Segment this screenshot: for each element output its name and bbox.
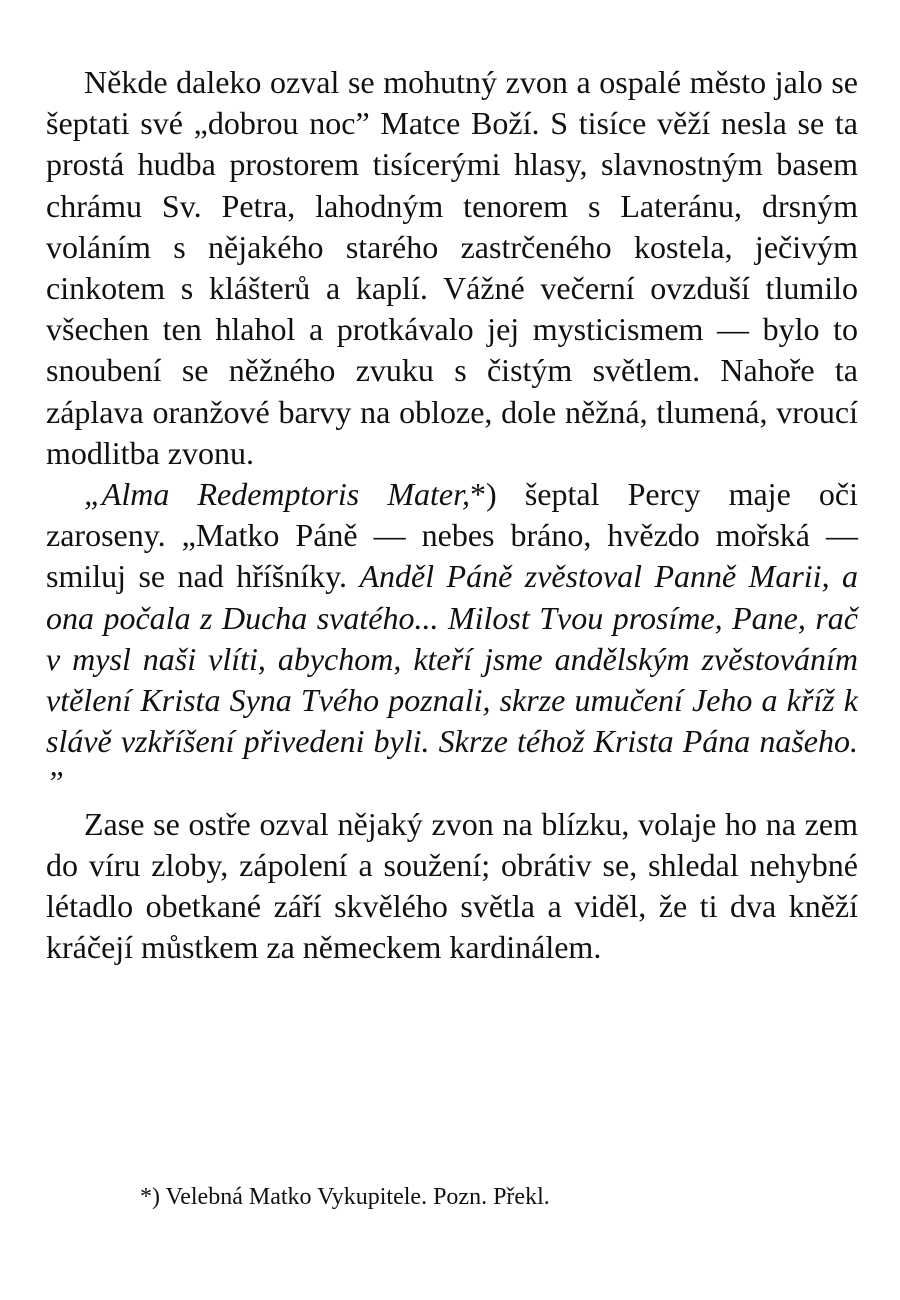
footnote-marker: *) <box>470 476 497 513</box>
footnote <box>140 1182 860 1212</box>
paragraph-1: Někde daleko ozval se mohutný zvon a ospalé město jalo se šeptati své „dobrou noc” Matce Boží. S tisíce věží nesla se ta prostá hudba prostorem tisícerými hlasy, slavnostným basem chrámu Sv. Petra, lahodným tenorem s Lateránu, drsným voláním s nějakého starého zastrčeného kostela, ječivým cinkotem s klášterů a kaplí. Vážné večerní ovzduší tlumilo všechen ten hlahol a protkávalo jej mysticismem — bylo to snoubení se něžného zvuku s čistým světlem. Nahoře ta záplava oranžové barvy na obloze, dole něžná, tlumená, vroucí modlitba zvonu. <box>46 64 858 471</box>
latin-quote: „Alma Redemptoris Mater, <box>84 476 471 513</box>
footnote-marker: *) <box>140 1184 160 1210</box>
paragraph-3: Zase se ostře ozval nějaký zvon na blízku, volaje ho na zem do víru zloby, zápolení a soužení; obrátiv se, shledal nehybné létadlo obetkané září skvělého světla a viděl, že ti dva kněží kráčejí můstkem za německem kardinálem. <box>46 805 858 966</box>
prayer-text: Anděl Páně zvěstoval Panně Marii, a ona počala z Ducha svatého... Milost Tvou prosíme, Pane, rač v mysl naši vlíti, abychom, kteří jsme andělským zvěstováním vtělení Krista Syna Tvého poznali, skrze umučení Jeho a kříž k slávě vzkříšení přivedeni byli. Skrze téhož Krista Pána našeho. <box>46 558 859 760</box>
body-text <box>46 62 858 968</box>
speech-text: šeptal Percy maje oči zaroseny. „Matko Páně — nebes bráno, hvězdo mořská — smiluj se nad hříšníky. <box>46 476 859 595</box>
paragraph-2 <box>46 474 858 804</box>
closing-quote: ” <box>46 764 64 801</box>
footnote-text: Velebná Matko Vykupitele. Pozn. Překl. <box>160 1184 550 1210</box>
